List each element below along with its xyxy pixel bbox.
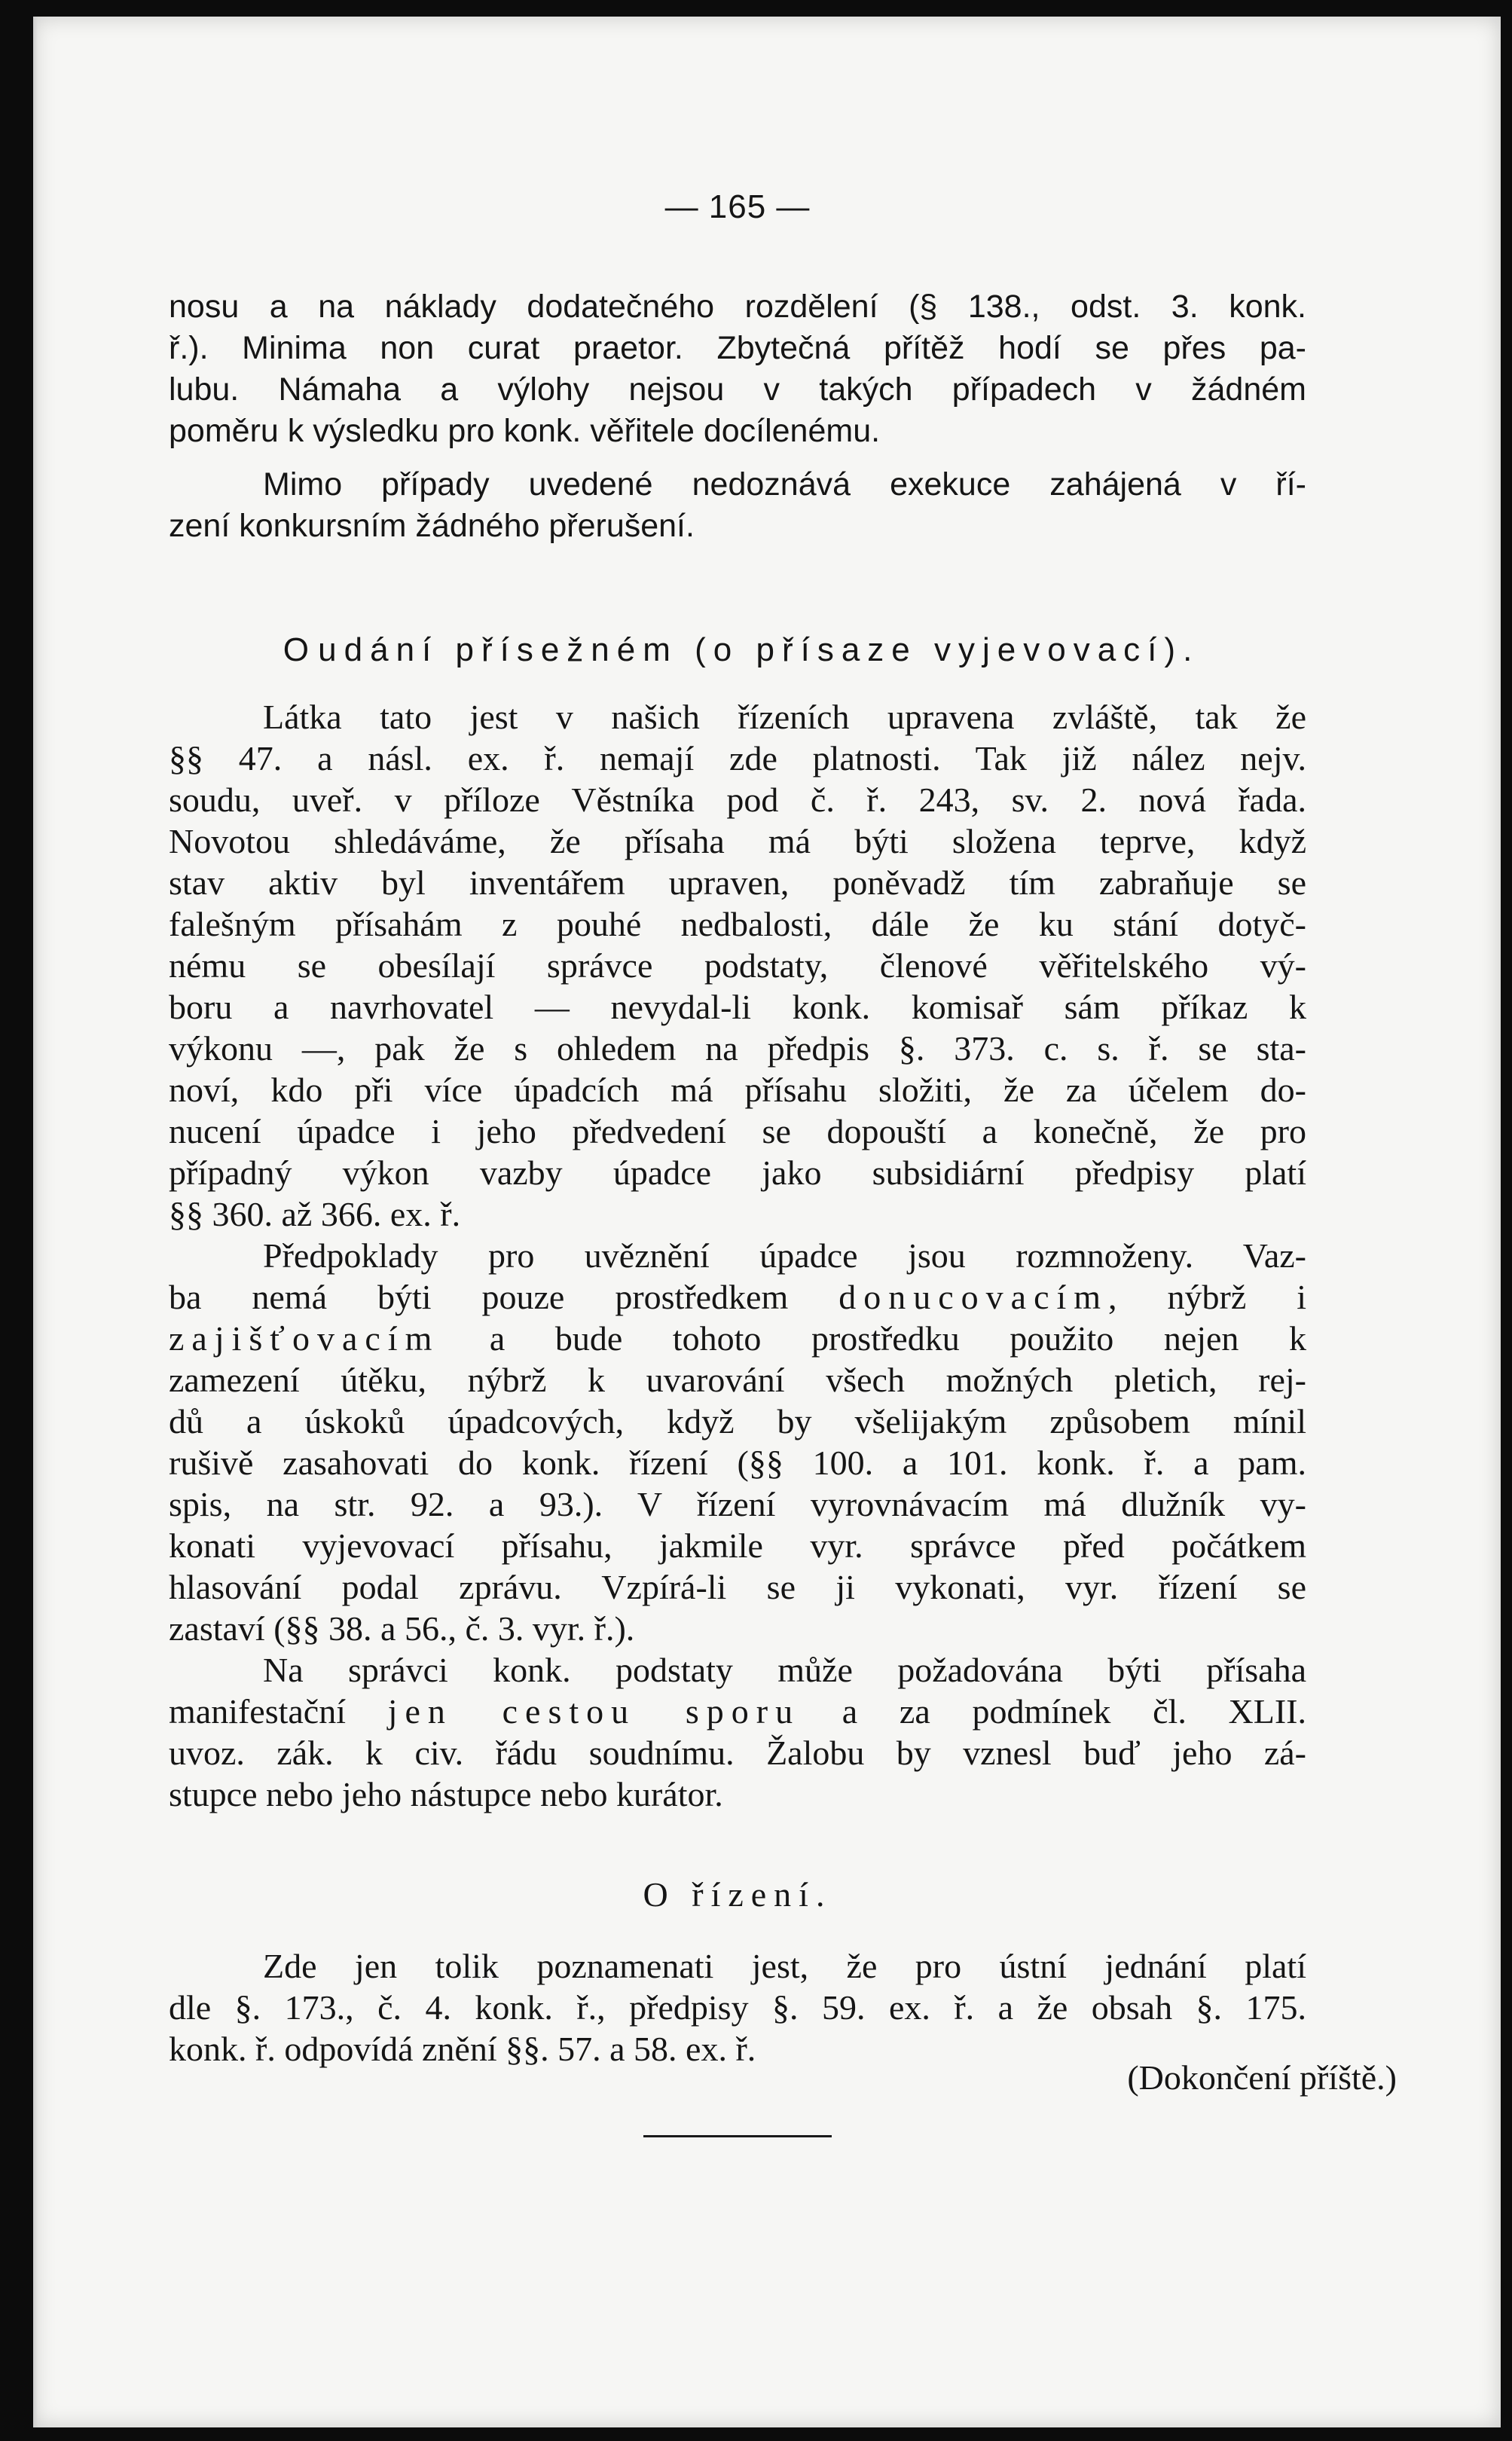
text-line: spis, na str. 92. a 93.). V řízení vyrovnávacím má dlužník vy- xyxy=(169,1485,1306,1523)
text-line xyxy=(169,1318,1306,1359)
text-line: případný výkon vazby úpadce jako subsidiární předpisy platí xyxy=(169,1153,1306,1192)
text-line: falešným přísahám z pouhé nedbalosti, dále že ku stání dotyč- xyxy=(169,905,1306,943)
page-number: — 165 — xyxy=(664,188,811,225)
text-line: lubu. Námaha a výlohy nejsou v takých případech v žádném xyxy=(169,371,1306,408)
section-heading-proceedings xyxy=(169,1874,1306,1915)
heading-prefix: O xyxy=(283,631,319,668)
text-line: nucení úpadce i jeho předvedení se dopouští a konečně, že pro xyxy=(169,1112,1306,1150)
text-line: hlasování podal zprávu. Vzpírá-li se ji vykonati, vyr. řízení se xyxy=(169,1568,1306,1606)
heading-spaced-text: udání přísežném (o přísaze vyjevovací) xyxy=(318,631,1184,668)
spaced-emphasis: zajišťovacím xyxy=(169,1319,440,1358)
continuation-note: (Dokončení příště.) xyxy=(1127,2058,1397,2097)
text-line: §§ 360. až 366. ex. ř. xyxy=(169,1195,461,1233)
text-line: stupce nebo jeho nástupce nebo kurátor. xyxy=(169,1775,723,1813)
text-line: Novotou shledáváme, že přísaha má býti složena teprve, když xyxy=(169,822,1306,860)
heading-text: O řízení. xyxy=(643,1875,832,1914)
text-line: rušivě zasahovati do konk. řízení (§§ 100. a 101. konk. ř. a pam. xyxy=(169,1444,1306,1482)
text-line: zamezení útěku, nýbrž k uvarování všech možných pletich, rej- xyxy=(169,1361,1306,1399)
closing-rule xyxy=(643,2135,832,2137)
section-heading-oath xyxy=(169,628,1306,670)
text-line: Na správci konk. podstaty může požadována býti přísaha xyxy=(263,1651,1306,1689)
text-line: Mimo případy uvedené nedoznává exekuce zahájená v ří- xyxy=(263,466,1306,503)
text-line: soudu, uveř. v příloze Věstníka pod č. ř. 243, sv. 2. nová řada. xyxy=(169,781,1306,819)
book-page xyxy=(33,17,1501,2427)
text-line: dle §. 173., č. 4. konk. ř., předpisy §. 59. ex. ř. a že obsah §. 175. xyxy=(169,1988,1306,2027)
text-line: Látka tato jest v našich řízeních upravena zvláště, tak že xyxy=(263,698,1306,736)
text-line: konati vyjevovací přísahu, jakmile vyr. správce před počátkem xyxy=(169,1526,1306,1565)
text-line: nému se obesílají správce podstaty, členové věřitelského vý- xyxy=(169,946,1306,985)
text-line: noví, kdo při více úpadcích má přísahu složiti, že za účelem do- xyxy=(169,1071,1306,1109)
heading-suffix: . xyxy=(1183,631,1193,668)
text-line: zení konkursním žádného přerušení. xyxy=(169,508,695,544)
paragraph-latka xyxy=(169,696,1306,1235)
text-line: stav aktiv byl inventářem upraven, poněvadž tím zabraňuje se xyxy=(169,863,1306,902)
text-line: Zde jen tolik poznamenati jest, že pro ústní jednání platí xyxy=(263,1947,1306,1985)
paragraph-mimo xyxy=(169,464,1306,547)
text-fragment: ba nemá býti pouze prostředkem xyxy=(169,1278,839,1316)
text-line xyxy=(169,1691,1306,1732)
text-line: poměru k výsledku pro konk. věřitele docílenému. xyxy=(169,413,881,449)
text-line xyxy=(169,1276,1306,1318)
text-line: Předpoklady pro uvěznění úpadce jsou rozmnoženy. Vaz- xyxy=(263,1236,1306,1275)
text-line: nosu a na náklady dodatečného rozdělení (§ 138., odst. 3. konk. xyxy=(169,289,1306,325)
text-line: výkonu —, pak že s ohledem na předpis §. 373. c. s. ř. se sta- xyxy=(169,1029,1306,1068)
text-line: konk. ř. odpovídá znění §§. 57. a 58. ex. ř. xyxy=(169,2030,756,2068)
text-line: boru a navrhovatel — nevydal-li konk. komisař sám příkaz k xyxy=(169,988,1306,1026)
text-fragment: manifestační xyxy=(169,1692,388,1731)
paragraph-spravci xyxy=(169,1649,1306,1815)
spaced-emphasis: donucovacím xyxy=(838,1278,1109,1316)
spaced-emphasis: jen cestou sporu xyxy=(387,1692,801,1731)
text-line: zastaví (§§ 38. a 56., č. 3. vyr. ř.). xyxy=(169,1609,635,1648)
text-fragment: , nýbrž i xyxy=(1108,1278,1307,1316)
paragraph-intro xyxy=(169,286,1306,452)
text-fragment: a za podmínek čl. XLII. xyxy=(800,1692,1306,1731)
text-line: ř.). Minima non curat praetor. Zbytečná přítěž hodí se přes pa- xyxy=(169,330,1306,366)
text-line: dů a úskoků úpadcových, když by všelijakým způsobem mínil xyxy=(169,1402,1306,1440)
paragraph-zde xyxy=(169,1945,1306,2070)
paragraph-predpoklady xyxy=(169,1235,1306,1649)
text-fragment: a bude tohoto prostředku použito nejen k xyxy=(439,1319,1306,1358)
text-line: uvoz. zák. k civ. řádu soudnímu. Žalobu by vznesl buď jeho zá- xyxy=(169,1734,1306,1772)
text-line: §§ 47. a násl. ex. ř. nemají zde platnosti. Tak již nález nejv. xyxy=(169,739,1306,778)
